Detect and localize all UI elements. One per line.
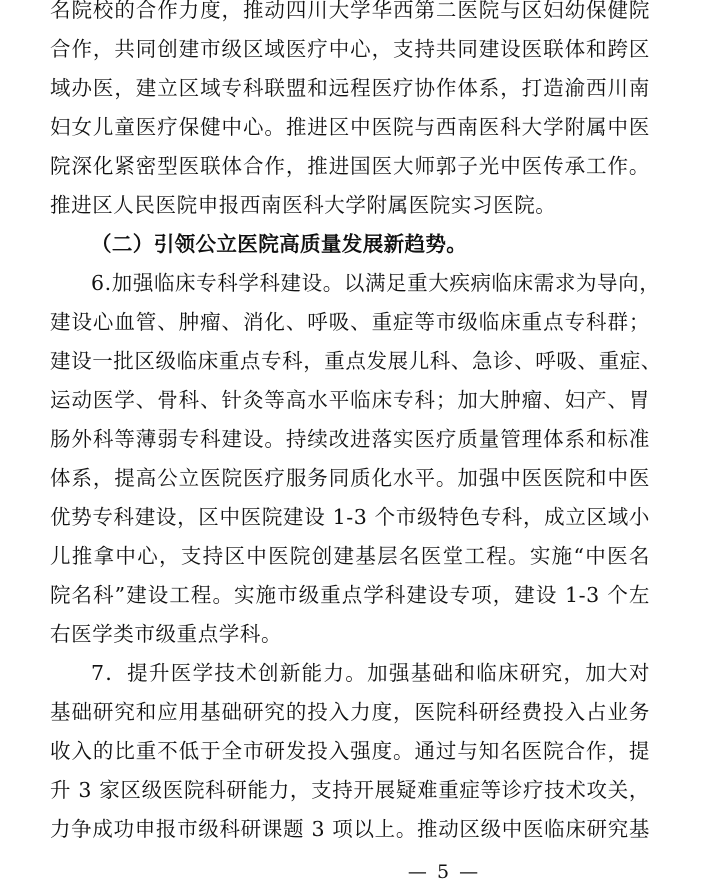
body-text-line: 妇女儿童医疗保健中心。推进区中医院与西南医科大学附属中医 bbox=[50, 115, 650, 139]
body-text-line: 收入的比重不低于全市研发投入强度。通过与知名医院合作，提 bbox=[50, 739, 650, 763]
body-text-line: 合作，共同创建市级区域医疗中心，支持共同建设医联体和跨区 bbox=[50, 37, 650, 61]
body-text-line: 域办医，建立区域专科联盟和远程医疗协作体系，打造渝西川南 bbox=[50, 76, 650, 100]
body-text-line: 优势专科建设，区中医院建设 1-3 个市级特色专科，成立区域小 bbox=[50, 505, 650, 529]
body-text-line: 升 3 家区级医院科研能力，支持开展疑难重症等诊疗技术攻关， bbox=[50, 778, 650, 802]
body-text-line: 名院校的合作力度，推动四川大学华西第二医院与区妇幼保健院 bbox=[50, 0, 650, 22]
page-number: — 5 — bbox=[407, 861, 481, 883]
body-text-line: 基础研究和应用基础研究的投入力度，医院科研经费投入占业务 bbox=[50, 700, 650, 724]
body-text-line: 力争成功申报市级科研课题 3 项以上。推动区级中医临床研究基 bbox=[50, 817, 650, 841]
paragraph-first-line: 7．提升医学技术创新能力。加强基础和临床研究，加大对 bbox=[91, 661, 650, 685]
body-text-line: 儿推拿中心，支持区中医院创建基层名医堂工程。实施“中医名 bbox=[50, 544, 650, 568]
body-text-line: 体系，提高公立医院医疗服务同质化水平。加强中医医院和中医 bbox=[50, 466, 650, 490]
body-text-line: 院名科”建设工程。实施市级重点学科建设专项，建设 1-3 个左 bbox=[50, 583, 650, 607]
body-text-line: 肠外科等薄弱专科建设。持续改进落实医疗质量管理体系和标准 bbox=[50, 427, 650, 451]
body-text-line: 推进区人民医院申报西南医科大学附属医院实习医院。 bbox=[50, 193, 557, 217]
body-text-line: 建设心血管、肿瘤、消化、呼吸、重症等市级临床重点专科群； bbox=[50, 310, 650, 334]
body-text-line: 建设一批区级临床重点专科，重点发展儿科、急诊、呼吸、重症、 bbox=[50, 349, 662, 373]
paragraph-first-line: 6.加强临床专科学科建设。以满足重大疾病临床需求为导向， bbox=[91, 271, 661, 295]
body-text-line: 右医学类市级重点学科。 bbox=[50, 622, 283, 646]
body-text-line: 运动医学、骨科、针灸等高水平临床专科；加大肿瘤、妇产、胃 bbox=[50, 388, 650, 412]
body-text-line: 院深化紧密型医联体合作，推进国医大师郭子光中医传承工作。 bbox=[50, 154, 650, 178]
section-heading: （二）引领公立医院高质量发展新趋势。 bbox=[91, 232, 468, 256]
